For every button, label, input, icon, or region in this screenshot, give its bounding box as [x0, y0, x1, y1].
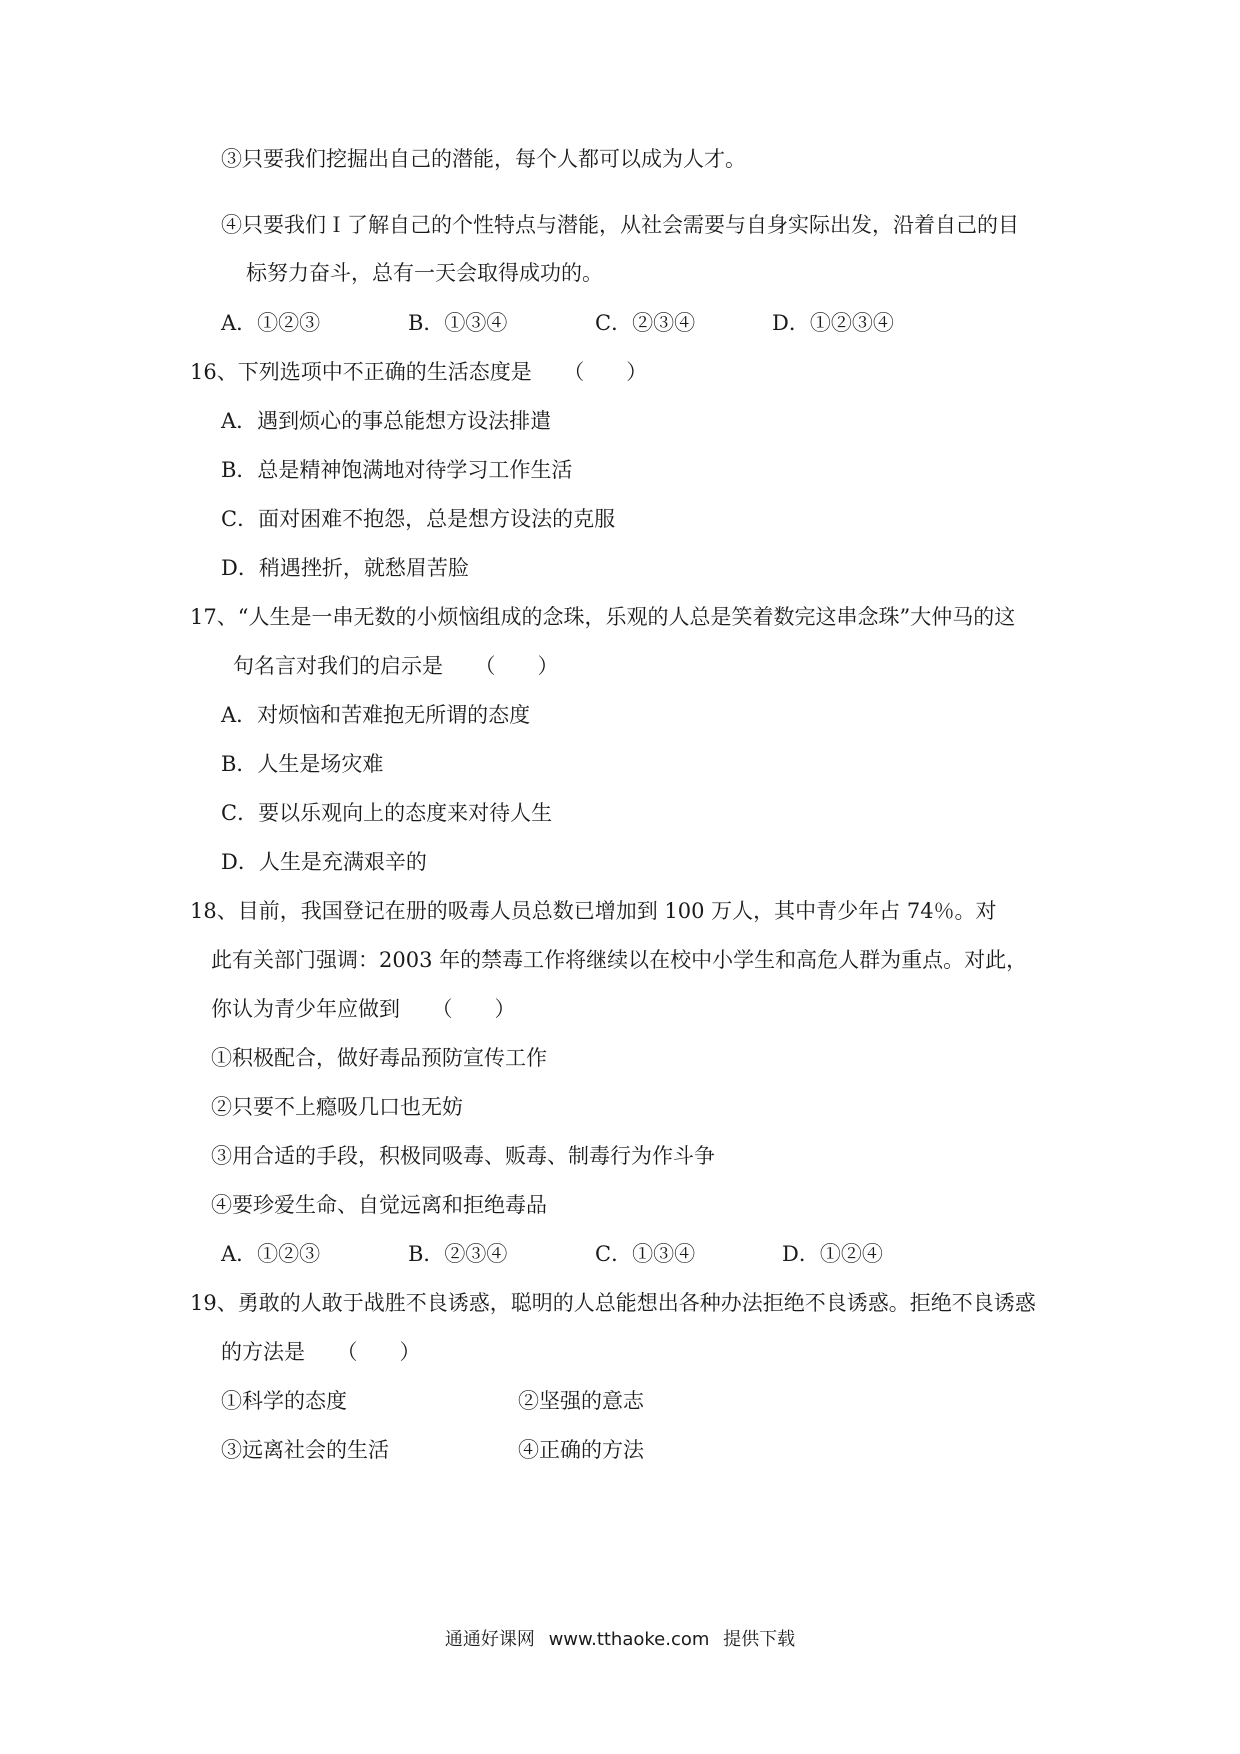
q18-stem-line3: 你认为青少年应做到 （ ） — [211, 997, 516, 1021]
q15-option-a: A．①②③ — [221, 311, 321, 335]
q15-option-d: D．①②③④ — [772, 311, 894, 335]
q18-option-b: B．②③④ — [408, 1242, 508, 1266]
footer-suffix: 提供下载 — [723, 1629, 796, 1650]
q15-statement-3: ③只要我们挖掘出自己的潜能，每个人都可以成为人才。 — [221, 147, 746, 171]
q16-option-a: A．遇到烦心的事总能想方设法排遣 — [221, 409, 552, 433]
q19-statement-4: ④正确的方法 — [518, 1438, 644, 1462]
q16-option-d: D．稍遇挫折，就愁眉苦脸 — [221, 556, 469, 580]
q15-option-b: B．①③④ — [408, 311, 508, 335]
footer-url[interactable]: www.tthaoke.com — [548, 1629, 710, 1650]
q17-option-c: C．要以乐观向上的态度来对待人生 — [221, 801, 553, 825]
q18-option-c: C．①③④ — [595, 1242, 696, 1266]
q19-statement-2: ②坚强的意志 — [518, 1389, 644, 1413]
q16-option-b: B．总是精神饱满地对待学习工作生活 — [221, 458, 573, 482]
q19-stem-line1: 19、勇敢的人敢于战胜不良诱惑，聪明的人总能想出各种办法拒绝不良诱惑。拒绝不良诱惑 — [190, 1291, 1036, 1315]
q17-option-a: A．对烦恼和苦难抱无所谓的态度 — [221, 703, 531, 727]
q18-option-d: D．①②④ — [782, 1242, 883, 1266]
q17-stem-line1: 17、“人生是一串无数的小烦恼组成的念珠，乐观的人总是笑着数完这串念珠”大仲马的这 — [190, 605, 1016, 629]
q17-stem-line2: 句名言对我们的启示是 （ ） — [233, 654, 559, 678]
q16-stem: 16、下列选项中不正确的生活态度是 （ ） — [190, 360, 648, 384]
q18-statement-1: ①积极配合，做好毒品预防宣传工作 — [211, 1046, 547, 1070]
q19-statement-3: ③远离社会的生活 — [221, 1438, 389, 1462]
q18-stem-line2: 此有关部门强调：2003 年的禁毒工作将继续以在校中小学生和高危人群为重点。对此， — [211, 948, 1028, 972]
q18-statement-4: ④要珍爱生命、自觉远离和拒绝毒品 — [211, 1193, 547, 1217]
q19-statement-1: ①科学的态度 — [221, 1389, 347, 1413]
q16-option-c: C．面对困难不抱怨，总是想方设法的克服 — [221, 507, 616, 531]
q17-option-b: B．人生是场灾难 — [221, 752, 384, 776]
footer-site-name: 通通好课网 — [444, 1629, 535, 1650]
q19-stem-line2: 的方法是 （ ） — [221, 1340, 421, 1364]
q18-statement-2: ②只要不上瘾吸几口也无妨 — [211, 1095, 463, 1119]
q15-option-c: C．②③④ — [595, 311, 696, 335]
q18-stem-line1: 18、目前，我国登记在册的吸毒人员总数已增加到 100 万人，其中青少年占 74％。对 — [190, 899, 997, 923]
q17-option-d: D．人生是充满艰辛的 — [221, 850, 427, 874]
q18-option-a: A．①②③ — [221, 1242, 321, 1266]
q18-statement-3: ③用合适的手段，积极同吸毒、贩毒、制毒行为作斗争 — [211, 1144, 715, 1168]
q15-statement-4-line2: 标努力奋斗，总有一天会取得成功的。 — [246, 261, 603, 285]
q15-statement-4-line1: ④只要我们Ｉ了解自己的个性特点与潜能，从社会需要与自身实际出发，沿着自己的目 — [221, 213, 1019, 237]
page-footer — [0, 1625, 1240, 1651]
